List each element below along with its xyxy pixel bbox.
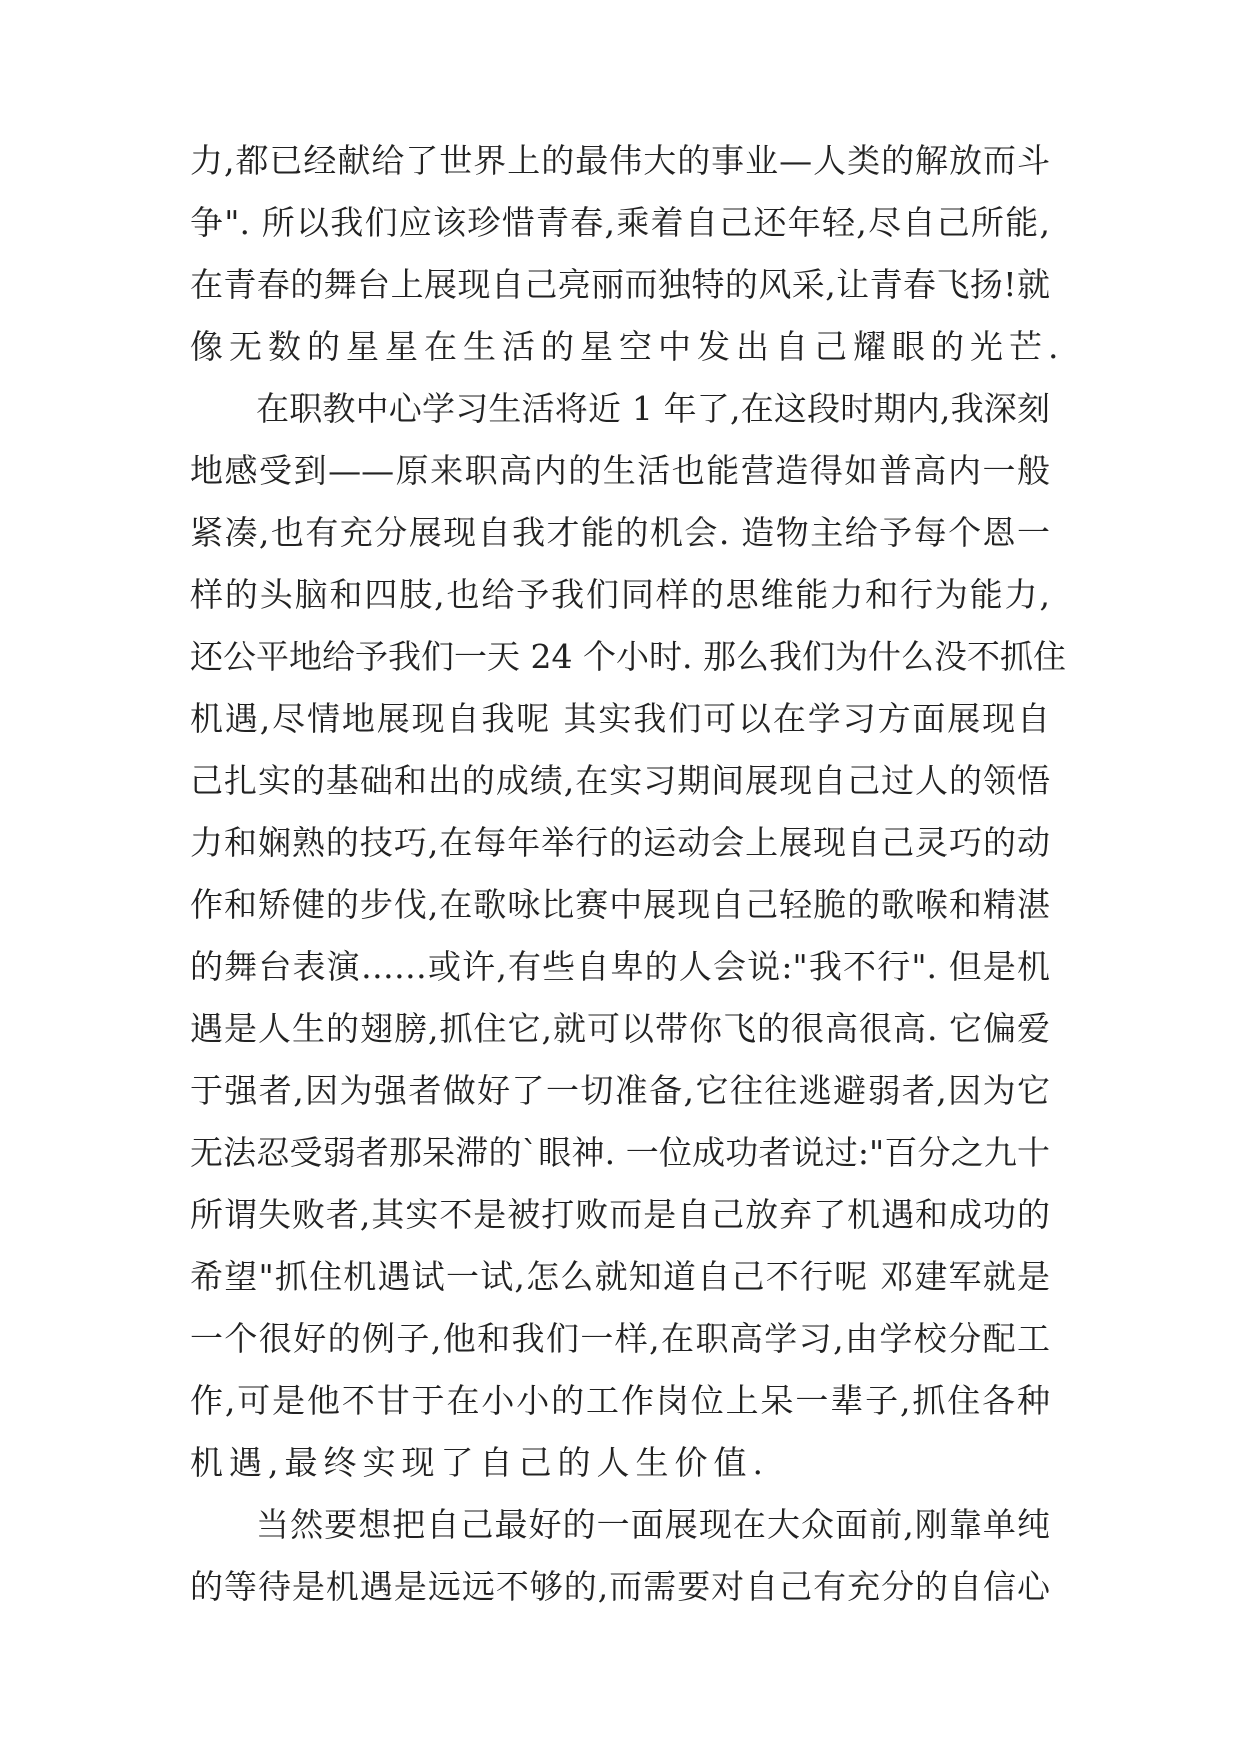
paragraph-line: 于强者,因为强者做好了一切准备,它往往逃避弱者,因为它 (190, 1071, 1050, 1110)
paragraph-line: 的舞台表演……或许,有些自卑的人会说:"我不行". 但是机 (190, 947, 1050, 986)
paragraph-2 (190, 378, 1066, 1494)
paragraph-line: 无法忍受弱者那呆滞的`眼神. 一位成功者说过:"百分之九十 (190, 1133, 1050, 1172)
paragraph-line: 希望"抓住机遇试一试,怎么就知道自己不行呢 邓建军就是 (190, 1257, 1050, 1296)
paragraph-line: 的等待是机遇是远远不够的,而需要对自己有充分的自信心 (190, 1567, 1050, 1606)
paragraph-line: 在职教中心学习生活将近 1 年了,在这段时期内,我深刻 (256, 389, 1050, 428)
paragraph-line: 作和矫健的步伐,在歌咏比赛中展现自己轻脆的歌喉和精湛 (190, 885, 1050, 924)
paragraph-line: 力,都已经献给了世界上的最伟大的事业—人类的解放而斗 (190, 141, 1050, 180)
paragraph-line: 一个很好的例子,他和我们一样,在职高学习,由学校分配工 (190, 1319, 1050, 1358)
paragraph-line: 机遇,尽情地展现自我呢 其实我们可以在学习方面展现自 (190, 699, 1050, 738)
paragraph-line: 地感受到——原来职高内的生活也能营造得如普高内一般 (190, 451, 1050, 490)
paragraph-line: 作,可是他不甘于在小小的工作岗位上呆一辈子,抓住各种 (190, 1381, 1050, 1420)
paragraph-line: 机遇,最终实现了自己的人生价值. (190, 1443, 769, 1482)
paragraph-line: 当然要想把自己最好的一面展现在大众面前,刚靠单纯 (256, 1505, 1050, 1544)
paragraph-line: 像无数的星星在生活的星空中发出自己耀眼的光芒. (190, 327, 1065, 366)
paragraph-line: 紧凑,也有充分展现自我才能的机会. 造物主给予每个恩一 (190, 513, 1050, 552)
document-body (190, 130, 1066, 1618)
paragraph-line: 样的头脑和四肢,也给予我们同样的思维能力和行为能力, (190, 575, 1050, 614)
paragraph-line: 力和娴熟的技巧,在每年举行的运动会上展现自己灵巧的动 (190, 823, 1050, 862)
paragraph-line: 遇是人生的翅膀,抓住它,就可以带你飞的很高很高. 它偏爱 (190, 1009, 1050, 1048)
paragraph-line: 还公平地给予我们一天 24 个小时. 那么我们为什么没不抓住 (190, 637, 1066, 676)
paragraph-3 (190, 1494, 1050, 1618)
paragraph-line: 己扎实的基础和出的成绩,在实习期间展现自己过人的领悟 (190, 761, 1050, 800)
paragraph-line: 在青春的舞台上展现自己亮丽而独特的风采,让青春飞扬!就 (190, 265, 1050, 304)
paragraph-line: 争". 所以我们应该珍惜青春,乘着自己还年轻,尽自己所能, (190, 203, 1050, 242)
paragraph-1 (190, 130, 1065, 378)
paragraph-line: 所谓失败者,其实不是被打败而是自己放弃了机遇和成功的 (190, 1195, 1050, 1234)
